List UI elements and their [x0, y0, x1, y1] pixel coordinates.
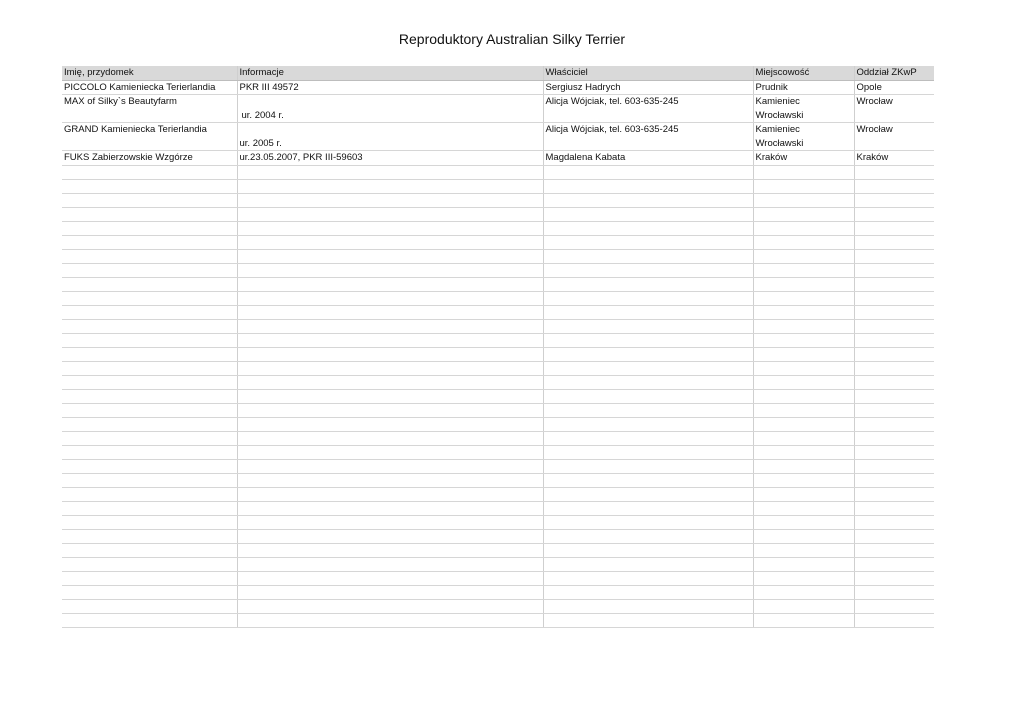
empty-cell [237, 291, 543, 305]
empty-cell [543, 165, 753, 179]
empty-cell [543, 557, 753, 571]
empty-cell [753, 361, 854, 375]
empty-cell [854, 179, 934, 193]
empty-cell [543, 515, 753, 529]
empty-cell [753, 193, 854, 207]
column-header-branch: Oddział ZKwP [854, 66, 934, 80]
empty-cell [237, 445, 543, 459]
empty-cell [62, 543, 237, 557]
table-row [62, 151, 934, 166]
empty-cell [753, 305, 854, 319]
empty-cell [237, 207, 543, 221]
cell-city [753, 123, 854, 151]
empty-row [62, 487, 934, 501]
empty-cell [854, 403, 934, 417]
empty-cell [62, 403, 237, 417]
empty-cell [753, 235, 854, 249]
cell-name: MAX of Silky`s Beautyfarm [62, 95, 237, 123]
empty-row [62, 333, 934, 347]
empty-cell [62, 487, 237, 501]
empty-cell [543, 431, 753, 445]
empty-cell [62, 613, 237, 627]
empty-cell [62, 291, 237, 305]
empty-cell [237, 389, 543, 403]
cell-city-line: Kamieniec [755, 124, 800, 135]
empty-cell [62, 165, 237, 179]
empty-cell [753, 417, 854, 431]
empty-cell [237, 347, 543, 361]
cell-info-line: ur. 2005 r. [239, 137, 282, 149]
empty-cell [543, 305, 753, 319]
empty-cell [543, 459, 753, 473]
empty-cell [543, 403, 753, 417]
empty-cell [753, 179, 854, 193]
empty-cell [62, 571, 237, 585]
empty-cell [543, 417, 753, 431]
empty-row [62, 543, 934, 557]
empty-cell [543, 221, 753, 235]
empty-cell [237, 571, 543, 585]
empty-cell [854, 333, 934, 347]
empty-row [62, 235, 934, 249]
empty-cell [543, 389, 753, 403]
empty-row [62, 529, 934, 543]
empty-cell [237, 249, 543, 263]
empty-row [62, 501, 934, 515]
empty-cell [237, 613, 543, 627]
empty-cell [543, 445, 753, 459]
cell-info: ur.23.05.2007, PKR III-59603 [237, 151, 543, 166]
empty-cell [237, 375, 543, 389]
empty-row [62, 347, 934, 361]
empty-cell [753, 557, 854, 571]
empty-cell [543, 319, 753, 333]
empty-cell [753, 375, 854, 389]
empty-cell [854, 417, 934, 431]
empty-cell [854, 207, 934, 221]
empty-cell [543, 529, 753, 543]
empty-cell [543, 347, 753, 361]
empty-cell [753, 459, 854, 473]
empty-row [62, 179, 934, 193]
empty-cell [854, 543, 934, 557]
empty-cell [543, 571, 753, 585]
empty-cell [62, 431, 237, 445]
empty-cell [543, 235, 753, 249]
empty-cell [62, 417, 237, 431]
empty-cell [753, 165, 854, 179]
empty-cell [854, 263, 934, 277]
empty-cell [753, 431, 854, 445]
empty-cell [854, 361, 934, 375]
empty-cell [753, 515, 854, 529]
empty-cell [854, 291, 934, 305]
empty-cell [753, 389, 854, 403]
empty-row [62, 571, 934, 585]
empty-cell [854, 431, 934, 445]
empty-cell [237, 585, 543, 599]
cell-city-line: Wrocławski [755, 137, 804, 149]
empty-row [62, 263, 934, 277]
empty-cell [62, 445, 237, 459]
empty-cell [543, 585, 753, 599]
empty-cell [543, 599, 753, 613]
empty-cell [62, 361, 237, 375]
empty-cell [753, 403, 854, 417]
empty-cell [62, 585, 237, 599]
breeders-table [62, 66, 934, 628]
empty-cell [854, 165, 934, 179]
empty-cell [62, 389, 237, 403]
empty-cell [62, 599, 237, 613]
cell-info-line [242, 95, 541, 109]
empty-cell [753, 529, 854, 543]
empty-cell [543, 207, 753, 221]
empty-cell [237, 333, 543, 347]
empty-row [62, 585, 934, 599]
empty-cell [753, 445, 854, 459]
empty-cell [854, 375, 934, 389]
empty-cell [543, 375, 753, 389]
empty-row [62, 389, 934, 403]
empty-cell [237, 361, 543, 375]
empty-cell [753, 501, 854, 515]
cell-info-line [240, 123, 541, 137]
empty-cell [62, 263, 237, 277]
empty-cell [62, 249, 237, 263]
table-row [62, 123, 934, 151]
page-title: Reproduktory Australian Silky Terrier [398, 31, 626, 47]
empty-cell [854, 613, 934, 627]
empty-row [62, 291, 934, 305]
empty-cell [62, 557, 237, 571]
empty-cell [753, 291, 854, 305]
cell-name: PICCOLO Kamieniecka Terierlandia [62, 80, 237, 95]
empty-row [62, 207, 934, 221]
empty-row [62, 165, 934, 179]
empty-cell [543, 473, 753, 487]
empty-cell [62, 179, 237, 193]
empty-cell [237, 543, 543, 557]
table-row [62, 80, 934, 95]
cell-city [753, 95, 854, 123]
empty-cell [753, 249, 854, 263]
cell-name: GRAND Kamieniecka Terierlandia [62, 123, 237, 151]
empty-cell [62, 235, 237, 249]
empty-cell [854, 445, 934, 459]
empty-cell [854, 459, 934, 473]
empty-cell [237, 277, 543, 291]
empty-cell [854, 235, 934, 249]
empty-row [62, 375, 934, 389]
empty-cell [854, 319, 934, 333]
empty-cell [237, 165, 543, 179]
empty-cell [62, 221, 237, 235]
empty-cell [237, 473, 543, 487]
empty-cell [237, 319, 543, 333]
empty-cell [753, 487, 854, 501]
empty-cell [753, 221, 854, 235]
empty-cell [237, 235, 543, 249]
empty-cell [237, 179, 543, 193]
column-header-name: Imię, przydomek [62, 66, 237, 80]
empty-cell [237, 599, 543, 613]
empty-cell [854, 193, 934, 207]
cell-branch: Kraków [854, 151, 934, 166]
empty-cell [854, 473, 934, 487]
empty-row [62, 473, 934, 487]
empty-cell [237, 557, 543, 571]
empty-cell [543, 179, 753, 193]
empty-cell [854, 529, 934, 543]
empty-cell [62, 473, 237, 487]
cell-owner: Alicja Wójciak, tel. 603-635-245 [543, 123, 753, 151]
empty-cell [854, 277, 934, 291]
empty-cell [543, 501, 753, 515]
column-header-owner: Właściciel [543, 66, 753, 80]
empty-row [62, 417, 934, 431]
empty-cell [543, 193, 753, 207]
cell-owner: Sergiusz Hadrych [543, 80, 753, 95]
empty-cell [237, 193, 543, 207]
cell-owner: Alicja Wójciak, tel. 603-635-245 [543, 95, 753, 123]
empty-cell [62, 305, 237, 319]
empty-cell [237, 487, 543, 501]
empty-cell [237, 431, 543, 445]
empty-cell [237, 515, 543, 529]
empty-cell [753, 347, 854, 361]
empty-cell [753, 473, 854, 487]
empty-row [62, 319, 934, 333]
table-row [62, 95, 934, 123]
empty-cell [854, 557, 934, 571]
cell-owner: Magdalena Kabata [543, 151, 753, 166]
empty-cell [62, 515, 237, 529]
empty-cell [854, 585, 934, 599]
empty-cell [62, 193, 237, 207]
empty-cell [543, 361, 753, 375]
empty-cell [854, 487, 934, 501]
empty-cell [62, 333, 237, 347]
cell-branch: Wrocław [854, 95, 934, 123]
empty-cell [62, 459, 237, 473]
empty-cell [753, 585, 854, 599]
empty-cell [753, 571, 854, 585]
empty-cell [237, 417, 543, 431]
empty-cell [543, 613, 753, 627]
column-header-info: Informacje [237, 66, 543, 80]
empty-cell [237, 305, 543, 319]
cell-info-line: ur. 2004 r. [241, 109, 284, 121]
empty-cell [237, 501, 543, 515]
empty-cell [543, 333, 753, 347]
empty-cell [753, 333, 854, 347]
empty-cell [237, 263, 543, 277]
cell-branch: Wrocław [854, 123, 934, 151]
column-header-city: Miejscowość [753, 66, 854, 80]
empty-cell [753, 613, 854, 627]
empty-row [62, 431, 934, 445]
empty-cell [237, 459, 543, 473]
empty-row [62, 221, 934, 235]
empty-cell [854, 389, 934, 403]
cell-info: PKR III 49572 [237, 80, 543, 95]
empty-row [62, 459, 934, 473]
cell-name: FUKS Zabierzowskie Wzgórze [62, 151, 237, 166]
empty-row [62, 403, 934, 417]
empty-row [62, 361, 934, 375]
empty-cell [854, 599, 934, 613]
empty-cell [543, 263, 753, 277]
empty-cell [237, 403, 543, 417]
table-header-row [62, 66, 934, 80]
empty-cell [753, 599, 854, 613]
empty-cell [62, 347, 237, 361]
cell-city: Prudnik [753, 80, 854, 95]
empty-row [62, 445, 934, 459]
empty-cell [62, 529, 237, 543]
empty-row [62, 599, 934, 613]
empty-cell [543, 277, 753, 291]
empty-cell [753, 207, 854, 221]
empty-row [62, 613, 934, 627]
empty-cell [753, 263, 854, 277]
cell-city-line: Wrocławski [755, 109, 804, 121]
cell-city: Kraków [753, 151, 854, 166]
cell-info [237, 123, 543, 151]
empty-cell [237, 529, 543, 543]
cell-city-line: Kamieniec [755, 96, 800, 107]
empty-cell [854, 501, 934, 515]
empty-row [62, 515, 934, 529]
cell-info [237, 95, 543, 123]
empty-cell [62, 277, 237, 291]
empty-row [62, 277, 934, 291]
empty-cell [62, 375, 237, 389]
empty-cell [237, 221, 543, 235]
empty-row [62, 249, 934, 263]
cell-branch: Opole [854, 80, 934, 95]
empty-row [62, 305, 934, 319]
empty-row [62, 193, 934, 207]
empty-cell [753, 277, 854, 291]
empty-cell [753, 543, 854, 557]
empty-cell [62, 501, 237, 515]
empty-cell [854, 515, 934, 529]
empty-cell [543, 291, 753, 305]
empty-cell [854, 221, 934, 235]
empty-cell [543, 249, 753, 263]
empty-row [62, 557, 934, 571]
empty-cell [543, 543, 753, 557]
empty-cell [854, 347, 934, 361]
empty-cell [854, 305, 934, 319]
empty-cell [854, 249, 934, 263]
empty-cell [62, 319, 237, 333]
empty-cell [854, 571, 934, 585]
empty-cell [543, 487, 753, 501]
empty-cell [62, 207, 237, 221]
empty-cell [753, 319, 854, 333]
